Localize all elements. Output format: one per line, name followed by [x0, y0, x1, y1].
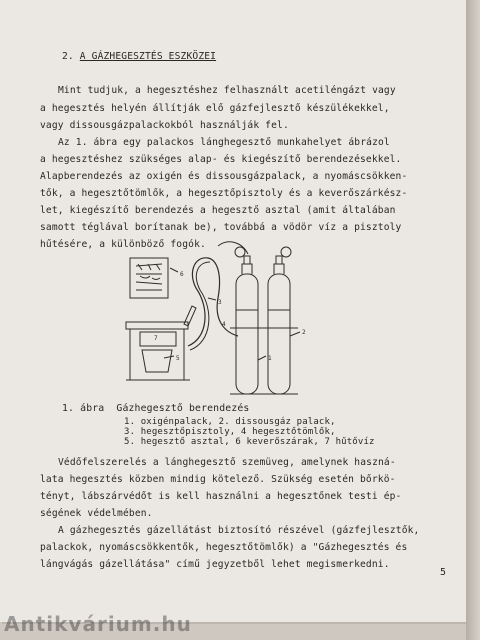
tool-panel: [130, 258, 168, 298]
welding-hoses: [188, 258, 238, 346]
paragraph-line: tényt, lábszárvédőt is kell használni a hegesztőnek testi ép-: [40, 491, 402, 502]
figure-label: 7: [154, 335, 158, 342]
paragraph-line: vagy dissousgázpalackokból használják fel.: [40, 120, 289, 131]
section-heading: [62, 52, 216, 62]
welding-equipment-figure: [118, 228, 363, 408]
figure-legend-line: 5. hegesztő asztal, 6 keverőszárak, 7 hűtővíz: [124, 437, 375, 447]
figure-label: 3: [218, 299, 222, 306]
paragraph-line: a hegesztéshez szükséges alap- és kiegészítő berendezésekkel.: [40, 154, 402, 165]
figure-caption: [62, 404, 249, 414]
figure-label: 2: [302, 329, 306, 336]
oxygen-cylinder: [236, 274, 258, 394]
figure-legend-line: 3. hegesztőpisztoly, 4 hegesztőtömlők,: [124, 427, 336, 437]
paragraph-line: lata hegesztés közben mindig kötelező. Szükség esetén bőrkö-: [40, 474, 396, 485]
heading-title: A GÁZHEGESZTÉS ESZKÖZEI: [79, 51, 217, 62]
water-bucket: [142, 350, 172, 372]
figure-label: 4: [222, 321, 226, 328]
heading-number: 2.: [62, 51, 74, 62]
paragraph-line: Az 1. ábra egy palackos lánghegesztő munkahelyet ábrázol: [58, 137, 390, 148]
paragraph-line: ségének védelmében.: [40, 508, 153, 519]
welding-torch: [184, 306, 196, 326]
figure-label: 1: [268, 355, 272, 362]
dissous-gas-cylinder: [268, 274, 290, 394]
paragraph-line: lángvágás gázellátása" című jegyzetből lehet megismerkedni.: [40, 559, 390, 570]
paragraph-line: Mint tudjuk, a hegesztéshez felhasznált acetiléngázt vagy: [58, 85, 396, 96]
paragraph-line: let, kiegészítő berendezés a hegesztő asztal (amit általában: [40, 205, 396, 216]
watermark: Antikvárium.hu: [4, 612, 192, 636]
welding-table-top: [126, 322, 188, 329]
paragraph-line: A gázhegesztés gázellátást biztosító részével (gázfejlesztők,: [58, 525, 420, 536]
paragraph-line: tők, a hegesztőtömlők, a hegesztőpisztoly és a keverőszárkész-: [40, 188, 408, 199]
paragraph-line: a hegesztés helyén állítják elő gázfejlesztő készülékekkel,: [40, 103, 390, 114]
paragraph-line: palackok, nyomáscsökkentők, hegesztőtömlők) a "Gázhegesztés és: [40, 542, 408, 553]
paragraph-line: hűtésére, a különböző fogók.: [40, 239, 206, 250]
paragraph-line: Alapberendezés az oxigén és dissousgázpalack, a nyomáscsökken-: [40, 171, 408, 182]
figure-legend-line: 1. oxigénpalack, 2. dissousgáz palack,: [124, 417, 336, 427]
figure-label: 5: [176, 355, 180, 362]
paragraph-line: Védőfelszerelés a lánghegesztő szemüveg, amelynek haszná-: [58, 457, 396, 468]
figure-caption-label: 1. ábra: [62, 403, 105, 414]
page-number: 5: [440, 567, 447, 578]
figure-label: 6: [180, 271, 184, 278]
figure-caption-title: Gázhegesztő berendezés: [116, 403, 250, 414]
paragraph-line: samott téglával borítanak be), továbbá a vödör víz a pisztoly: [40, 222, 402, 233]
page-edge-shadow: [466, 0, 480, 640]
